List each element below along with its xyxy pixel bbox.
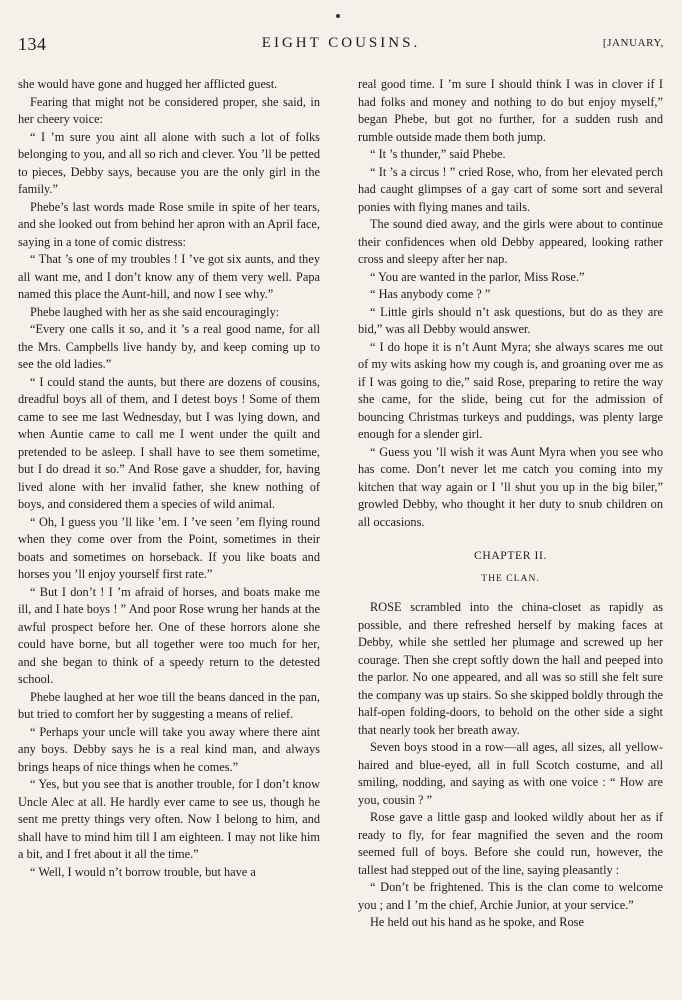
paragraph: Fearing that might not be considered proper, she said, in her cheery voice: (18, 94, 320, 126)
paragraph: “ Yes, but you see that is another trouble, for I don’t know Uncle Alec at all. He hardly ever came to see us, though he sent me pretty things very often. Now I belong to him, and shall have to mind him till I am eighteen. I may not like him a bit, and I fret about it all the time.” (18, 777, 320, 861)
paragraph: real good time. I ’m sure I should think I was in clover if I had folks and money and nothing to do but enjoy myself,” began Phebe, but got no further, for a sudden rush and rumble outside made them both jump. (358, 77, 663, 144)
right-column (358, 76, 663, 932)
paragraph: “ I could stand the aunts, but there are dozens of cousins, dreadful boys all of them, and I detest boys ! Some of them came to see me last Wednesday, but I was lying down, and when Auntie came to call me I went under the quilt and pretended to be asleep. I shall have to see them sometime, but I do dread it so.” And Rose gave a shudder, for, having lived alone with her invalid father, she knew nothing of boys, and considered them a species of wild animal. (18, 374, 320, 511)
paragraph: “ It ’s thunder,” said Phebe. (370, 147, 506, 161)
paragraph: “ I do hope it is n’t Aunt Myra; she always scares me out of my wits asking how my cough is, and groaning over me as if I was going to die,” said Rose, preparing to retire the way she came, for the slide, being cut for the admission of bouncing Christmas turkeys and puddings, was plenty large enough for a slender girl. (358, 339, 663, 441)
paragraph: “ Guess you ’ll wish it was Aunt Myra when you see who has come. Don’t never let me catch you coming into my kitchen that way again or I ’ll shut you up in the big biler,” growled Debby, who thought it her duty to snub children on all occasions. (358, 444, 663, 529)
paragraph: The sound died away, and the girls were about to continue their confidences when old Debby appeared, looking rather cross and sleepy after her nap. (358, 217, 663, 266)
paragraph: Rose gave a little gasp and looked wildly about her as if ready to fly, for fear magnified the seven and the room seemed full of boys. Before she could run, however, the tallest had stepped out of the line, saying pleasantly : (358, 810, 663, 877)
paragraph: He held out his hand as he spoke, and Rose (370, 915, 584, 929)
left-column (18, 76, 320, 881)
paragraph: “ It ’s a circus ! ” cried Rose, who, from her elevated perch had caught glimpses of a gay cart of some sort and several ponies with flying manes and tails. (358, 164, 663, 214)
paragraph: “ Don’t be frightened. This is the clan come to welcome you ; and I ’m the chief, Archie Junior, at your service.” (358, 880, 663, 912)
chapter-subtitle: THE CLAN. (481, 572, 540, 584)
right-column-text-bottom (358, 599, 663, 932)
paragraph: “ Oh, I guess you ’ll like ’em. I ’ve seen ’em flying round when they come over from the Point, sometimes in their boats and sometimes on horseback. If you like boats and horses you ’ll enjoy yourself first rate.” (18, 514, 320, 581)
paragraph: “ Has anybody come ? ” (370, 287, 491, 301)
running-header (18, 34, 664, 56)
printer-mark (336, 14, 340, 18)
paragraph: “ I ’m sure you aint all alone with such a lot of folks belonging to you, and all so rich and clever. You ’ll be petted to pieces, Debby says, because you are the only girl in the family.” (18, 129, 320, 196)
paragraph: ROSE scrambled into the china-closet as rapidly as possible, and there refreshed herself by making faces at Debby, while she settled her plumage and screwed up her courage. Then she crept softly down the hall and peeped into the parlor. No one appeared, and all was so still she felt sure the company was up stairs. So she skipped boldly through the half-open folding-doors, to behold on the other side a sight that nearly took her breath away. (358, 600, 663, 737)
running-month: [JANUARY, (602, 37, 664, 49)
paragraph: “Every one calls it so, and it ’s a real good name, for all the Mrs. Campbells live handy by, and keep coming up to see the old ladies.” (18, 322, 320, 371)
paragraph: “ Perhaps your uncle will take you away where there aint any boys. Debby says he is a real kind man, and always brings heaps of nice things when he comes.” (18, 724, 320, 774)
paragraph: “ Little girls should n’t ask questions, but do as they are bid,” was all Debby would answer. (358, 304, 663, 336)
page-number: 134 (18, 34, 47, 54)
paragraph: “ You are wanted in the parlor, Miss Rose.” (370, 269, 585, 284)
paragraph: Phebe’s last words made Rose smile in spite of her tears, and she looked out from behind her apron with an April face, saying in a tone of comic distress: (18, 199, 320, 249)
book-title: EIGHT COUSINS. (261, 35, 421, 51)
paragraph: she would have gone and hugged her afflicted guest. (18, 77, 278, 91)
paragraph: “ Well, I would n’t borrow trouble, but have a (30, 864, 256, 879)
paragraph: Phebe laughed at her woe till the beans danced in the pan, but tried to comfort her by suggesting a means of relief. (18, 689, 320, 721)
paragraph: Phebe laughed with her as she said encouragingly: (30, 304, 280, 319)
chapter-title: CHAPTER II. (474, 549, 547, 562)
paragraph: “ That ’s one of my troubles ! I ’ve got six aunts, and they all want me, and I don’t know any of them very well. Papa named this place the Aunt-hill, and now I see why.” (18, 252, 320, 301)
paragraph: Seven boys stood in a row—all ages, all sizes, all yellow-haired and blue-eyed, all in full Scotch costume, and all smiling, nodding, and saying as with one voice : “ How are you, cousin ? ” (358, 740, 663, 807)
right-column-text-top (358, 76, 663, 531)
paragraph: “ But I don’t ! I ’m afraid of horses, and boats make me ill, and I hate boys ! ” And poor Rose wrung her hands at the awful prospect before her. One of these horrors alone she could have borne, but all together were too much for her, and she began to think of a speedy return to the detested school. (18, 584, 320, 686)
